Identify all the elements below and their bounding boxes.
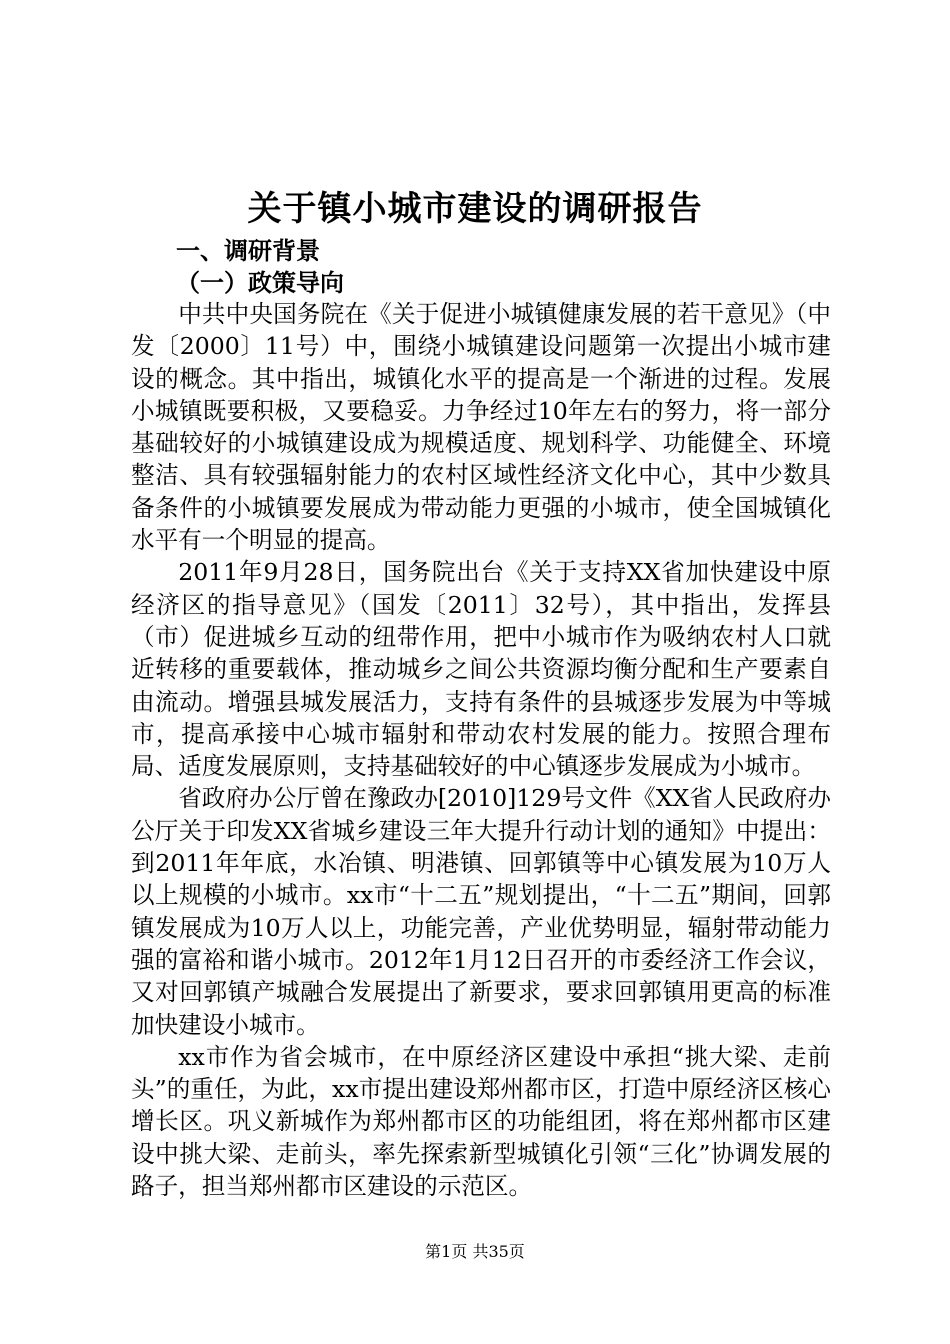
document-title: 关于镇小城市建设的调研报告 [247,189,703,229]
subsection-heading: （一）政策导向 [176,268,344,297]
page-footer: 第1页 共35页 [425,1242,525,1261]
paragraph-1: 中共中央国务院在《关于促进小城镇健康发展的若干意见》（中发〔2000〕11号）中，围绕小城镇建设问题第一次提出小城市建设的概念。其中指出，城镇化水平的提高是一个渐进的过程。发展小城镇既要积极，又要稳妥。力争经过10年左右的努力，将一部分基础较好的小城镇建设成为规模适度、规划科学、功能健全、环境整洁、具有较强辐射能力的农村区域性经济文化中心，其中少数具备条件的小城镇要发展成为带动能力更强的小城市，使全国城镇化水平有一个明显的提高。 [131,300,831,555]
paragraph-3: 省政府办公厅曾在豫政办[2010]129号文件《XX省人民政府办公厅关于印发XX省城乡建设三年大提升行动计划的通知》中提出：到2011年年底，水冶镇、明港镇、回郭镇等中心镇发展为10万人以上规模的小城市。xx市“十二五”规划提出，“十二五”期间，回郭镇发展成为10万人以上，功能完善，产业优势明显，辐射带动能力强的富裕和谐小城市。2012年1月12日召开的市委经济工作会议，又对回郭镇产城融合发展提出了新要求，要求回郭镇用更高的标准加快建设小城市。 [131,784,831,1039]
document-body [131,298,831,1202]
paragraph-4: xx市作为省会城市，在中原经济区建设中承担“挑大梁、走前头”的重任，为此，xx市提出建设郑州都市区，打造中原经济区核心增长区。巩义新城作为郑州都市区的功能组团，将在郑州都市区建设中挑大梁、走前头，率先探索新型城镇化引领“三化”协调发展的路子，担当郑州都市区建设的示范区。 [131,1042,831,1201]
section-heading: 一、调研背景 [176,236,320,265]
paragraph-2: 2011年9月28日，国务院出台《关于支持XX省加快建设中原经济区的指导意见》（国发〔2011〕32号），其中指出，发挥县（市）促进城乡互动的纽带作用，把中小城市作为吸纳农村人口就近转移的重要载体，推动城乡之间公共资源均衡分配和生产要素自由流动。增强县城发展活力，支持有条件的县城逐步发展为中等城市，提高承接中心城市辐射和带动农村发展的能力。按照合理布局、适度发展原则，支持基础较好的中心镇逐步发展成为小城市。 [131,558,831,781]
